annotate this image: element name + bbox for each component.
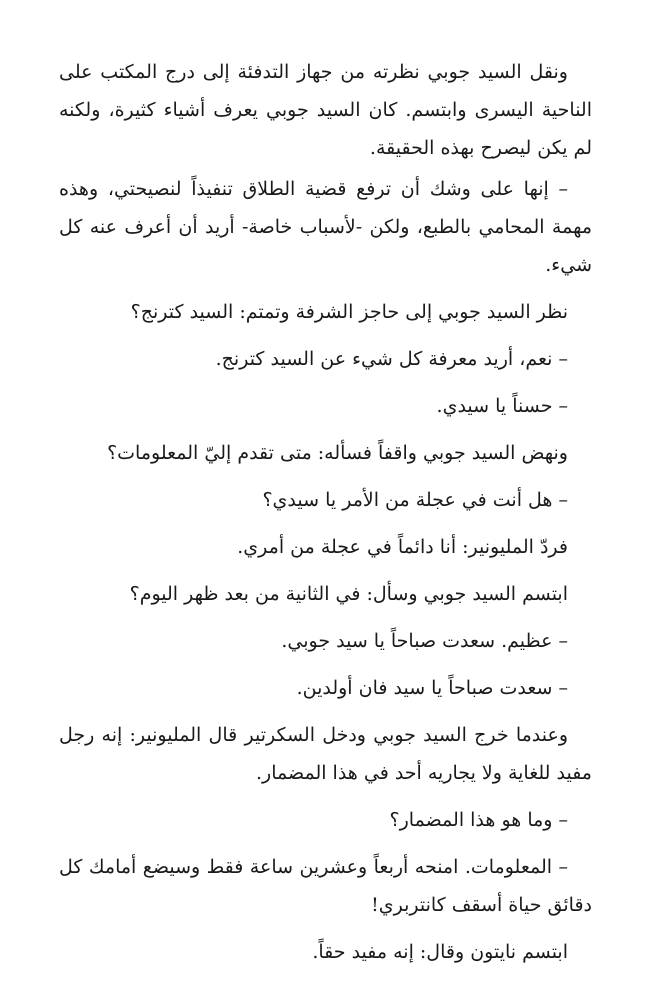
paragraph-15: ابتسم نايتون وقال: إنه مفيد حقاً. bbox=[312, 941, 568, 963]
paragraph-6: ونهض السيد جوبي واقفاً فسأله: متى تقدم إليّ المعلومات؟ bbox=[107, 442, 568, 464]
paragraph-11: – سعدت صباحاً يا سيد فان أولدين. bbox=[296, 677, 568, 699]
paragraph-2: – إنها على وشك أن ترفع قضية الطلاق تنفيذاً لنصيحتي، وهذه مهمة المحامي بالطبع، ولكن -لأسباب خاصة- أريد أن أعرف عنه كل شيء. bbox=[59, 178, 592, 276]
paragraph-8: فردّ المليونير: أنا دائماً في عجلة من أمري. bbox=[237, 536, 568, 558]
paragraph-14: – المعلومات. امنحه أربعاً وعشرين ساعة فقط وسيضع أمامك كل دقائق حياة أسقف كانتربري! bbox=[59, 856, 592, 916]
paragraph-4: – نعم، أريد معرفة كل شيء عن السيد كترنج. bbox=[215, 348, 568, 370]
paragraph-3: نظر السيد جوبي إلى حاجز الشرفة وتمتم: السيد كترنج؟ bbox=[130, 301, 568, 323]
paragraph-10: – عظيم. سعدت صباحاً يا سيد جوبي. bbox=[281, 630, 568, 652]
paragraph-12: وعندما خرج السيد جوبي ودخل السكرتير قال المليونير: إنه رجل مفيد للغاية ولا يجاريه أحد في هذا المضمار. bbox=[59, 724, 592, 784]
paragraph-1: ونقل السيد جوبي نظرته من جهاز التدفئة إلى درج المكتب على الناحية اليسرى وابتسم. كان السيد جوبي يعرف أشياء كثيرة، ولكنه لم يكن ليصرح بهذه الحقيقة. bbox=[59, 61, 592, 159]
paragraph-9: ابتسم السيد جوبي وسأل: في الثانية من بعد ظهر اليوم؟ bbox=[129, 583, 568, 605]
paragraph-5: – حسناً يا سيدي. bbox=[436, 395, 568, 417]
paragraph-13: – وما هو هذا المضمار؟ bbox=[389, 809, 568, 831]
paragraph-7: – هل أنت في عجلة من الأمر يا سيدي؟ bbox=[262, 489, 568, 511]
